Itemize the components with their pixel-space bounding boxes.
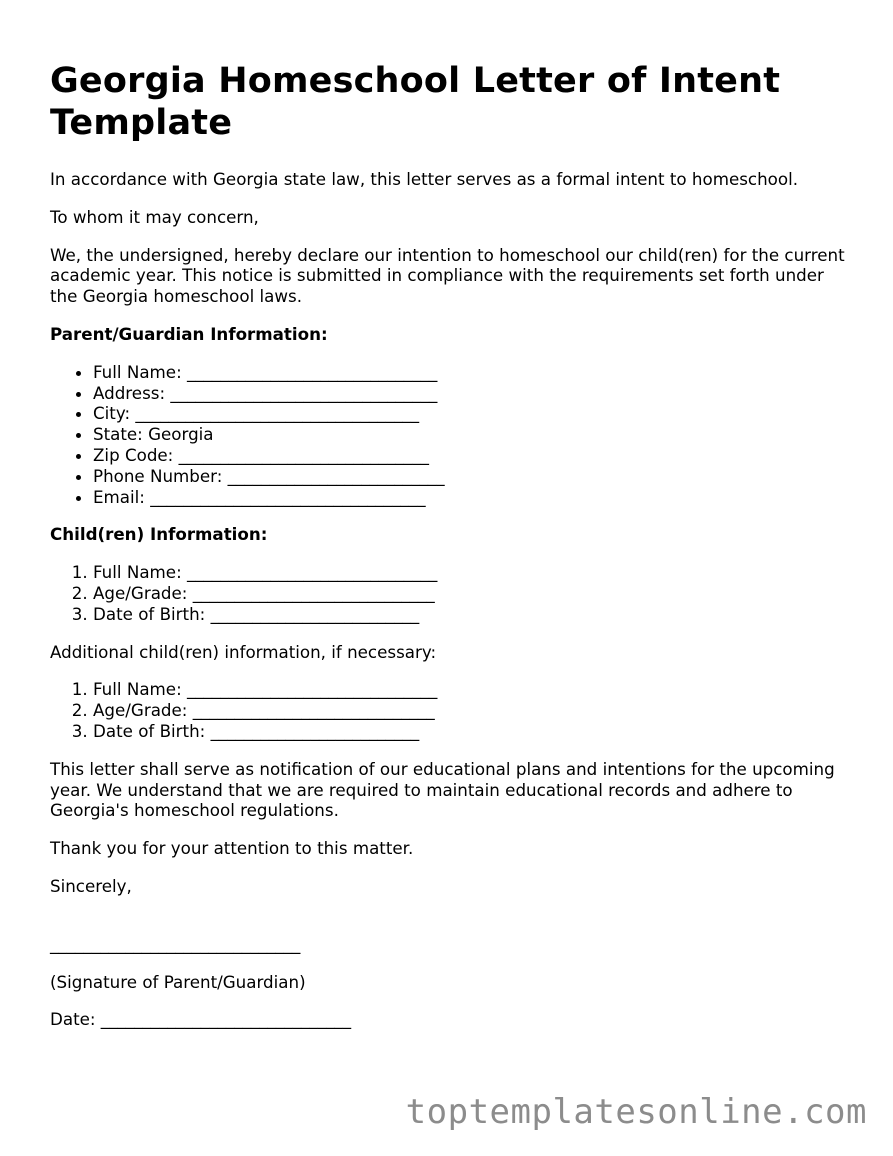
- list-item: 1. Full Name: ______________________________: [93, 679, 850, 700]
- declaration-paragraph: We, the undersigned, hereby declare our intention to homeschool our child(ren) for the current academic year. This notice is submitted in compliance with the requirements set forth under the Georgia homeschool laws.: [50, 244, 845, 307]
- date-line: Date: ______________________________: [50, 1009, 352, 1030]
- list-item: 1. Full Name: ______________________________: [93, 562, 850, 583]
- signature-caption: (Signature of Parent/Guardian): [50, 971, 306, 992]
- list-item: • State: Georgia: [93, 424, 850, 445]
- letter-document: [50, 60, 850, 1030]
- list-item: • Full Name: ______________________________: [93, 362, 850, 383]
- list-item: • Address: ________________________________: [93, 383, 850, 404]
- additional-section-heading: Additional child(ren) information, if necessary:: [50, 641, 437, 662]
- list-item: 3. Date of Birth: _________________________: [93, 721, 850, 742]
- greeting: To whom it may concern,: [50, 206, 259, 227]
- list-item: 3. Date of Birth: _________________________: [93, 604, 850, 625]
- list-item: • Zip Code: ______________________________: [93, 445, 850, 466]
- parent-section-heading: Parent/Guardian Information:: [50, 323, 328, 344]
- additional-child-info-list: [50, 679, 850, 741]
- child-section-heading: Child(ren) Information:: [50, 524, 268, 545]
- intro-paragraph: In accordance with Georgia state law, this letter serves as a formal intent to homeschool.: [50, 169, 799, 189]
- list-item: • City: __________________________________: [93, 403, 850, 424]
- signoff: Sincerely,: [50, 875, 132, 896]
- document-title: Georgia Homeschool Letter of Intent Template: [50, 61, 781, 143]
- list-item: 2. Age/Grade: _____________________________: [93, 700, 850, 721]
- closing-paragraph: This letter shall serve as notification of our educational plans and intentions for the upcoming year. We understand that we are required to maintain educational records and adhere to Georgia's homeschool regulations.: [50, 758, 835, 821]
- signature-line: ______________________________: [50, 933, 301, 954]
- list-item: 2. Age/Grade: _____________________________: [93, 583, 850, 604]
- thanks-line: Thank you for your attention to this matter.: [50, 838, 414, 859]
- watermark: toptemplatesonline.com: [405, 1092, 867, 1132]
- parent-info-list: [50, 362, 850, 508]
- list-item: • Email: _________________________________: [93, 487, 850, 508]
- list-item: • Phone Number: __________________________: [93, 466, 850, 487]
- child-info-list: [50, 562, 850, 624]
